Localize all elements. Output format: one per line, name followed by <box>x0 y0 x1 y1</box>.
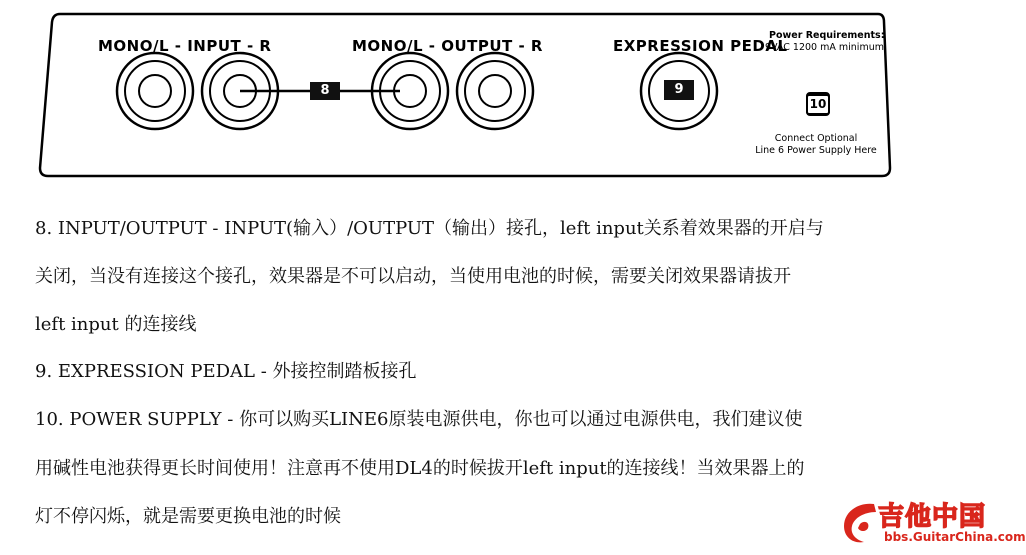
callout-10: 10 <box>806 94 830 115</box>
expression-pedal-label: EXPRESSION PEDAL <box>613 37 788 55</box>
panel-outline-graphic <box>0 0 996 185</box>
logo-url: bbs.GuitarChina.com <box>884 530 1026 544</box>
text-line-6: 用碱性电池获得更长时间使用！注意再不使用DL4的时候拔开left input的连接线！当效果器上的 <box>35 458 805 479</box>
text-line-5: 10. POWER SUPPLY - 你可以购买LINE6原装电源供电，你也可以通过电源供电，我们建议使 <box>35 409 803 430</box>
text-line-7: 灯不停闪烁，就是需要更换电池的时候 <box>35 506 341 527</box>
guitar-swirl-icon <box>838 498 882 548</box>
logo-title: 吉他中国 <box>878 502 987 532</box>
callout-8: 8 <box>310 82 340 100</box>
output-right-jack-icon <box>457 53 533 129</box>
text-line-2: 关闭，当没有连接这个接孔，效果器是不可以启动，当使用电池的时候，需要关闭效果器请拔开 <box>35 266 791 287</box>
text-line-1: 8. INPUT/OUTPUT - INPUT(输入）/OUTPUT（输出）接孔，left input关系着效果器的开启与 <box>35 218 824 239</box>
text-line-4: 9. EXPRESSION PEDAL - 外接控制踏板接孔 <box>35 361 417 382</box>
pedal-back-panel-diagram <box>0 0 996 185</box>
connect-optional-text: Connect Optional <box>774 133 858 144</box>
input-label: MONO/L - INPUT - R <box>98 37 272 55</box>
power-requirements-title: Power Requirements: <box>769 30 885 41</box>
text-line-3: left input 的连接线 <box>35 314 197 335</box>
power-supply-text: Line 6 Power Supply Here <box>755 145 877 156</box>
input-left-jack-icon <box>117 53 193 129</box>
power-requirements-spec: 9VAC 1200 mA minimum <box>765 42 884 53</box>
output-label: MONO/L - OUTPUT - R <box>352 37 543 55</box>
callout-9: 9 <box>664 80 694 100</box>
guitarchina-logo <box>838 496 1026 555</box>
